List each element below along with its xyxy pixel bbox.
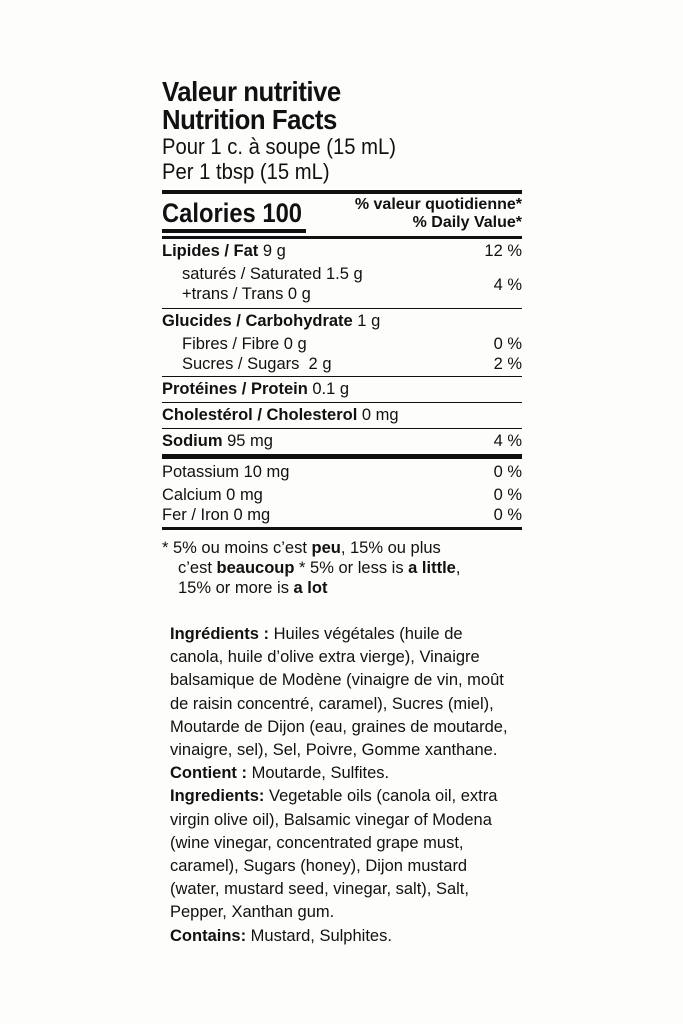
- ingredients-block: [170, 623, 510, 948]
- carbohydrate-row: [162, 309, 522, 334]
- iron-row: [162, 505, 522, 527]
- saturated-trans-block: [162, 264, 522, 308]
- sodium-percent: 4 %: [493, 432, 522, 450]
- sodium-amount: 95 mg: [222, 432, 273, 450]
- ingredients-text: Huiles végétales (huile de: [269, 625, 463, 643]
- calories-row: [162, 194, 522, 234]
- serving-size-english: Per 1 tbsp (15 mL): [162, 159, 330, 184]
- ingredients-line: [170, 623, 510, 646]
- contains-line: [170, 925, 510, 948]
- fibre-label: Fibres / Fibre 0 g: [182, 335, 307, 353]
- daily-value-header-english: % Daily Value*: [412, 214, 522, 231]
- potassium-row: [162, 460, 522, 485]
- ingredients-line: (water, mustard seed, vinegar, salt), Salt,: [170, 880, 469, 899]
- fat-row: [162, 239, 522, 264]
- ingredients-line: canola, huile d’olive extra vierge), Vinaigre: [170, 648, 480, 667]
- saturated-fat-row: saturés / Saturated 1.5 g: [182, 265, 363, 283]
- cholesterol-label: Cholestérol / Cholesterol: [162, 406, 358, 424]
- saturated-trans-percent: 4 %: [493, 276, 522, 294]
- potassium-percent: 0 %: [493, 463, 522, 481]
- divider: [162, 527, 522, 530]
- contains-line: [170, 762, 510, 785]
- sugars-label: Sucres / Sugars 2 g: [182, 355, 332, 373]
- footnote-text: ,: [455, 559, 461, 577]
- ingredients-line: virgin olive oil), Balsamic vinegar of Modena: [170, 810, 492, 829]
- ingredients-line: [170, 785, 510, 808]
- potassium-label: Potassium 10 mg: [162, 463, 290, 481]
- footnote-bold: peu: [311, 539, 341, 557]
- contains-heading-french: Contient :: [170, 764, 247, 783]
- contains-heading-english: Contains:: [170, 926, 247, 945]
- fibre-percent: 0 %: [493, 335, 522, 353]
- ingredients-text: Vegetable oils (canola oil, extra: [264, 787, 498, 806]
- footnote-text: * 5% or less is: [294, 559, 409, 577]
- calcium-label: Calcium 0 mg: [162, 486, 263, 504]
- sodium-row: [162, 429, 522, 454]
- serving-size-french: Pour 1 c. à soupe (15 mL): [162, 134, 397, 159]
- daily-value-header: [355, 196, 522, 232]
- daily-value-footnote: [162, 538, 522, 598]
- title-english: Nutrition Facts: [162, 104, 337, 135]
- ingredients-line: Moutarde de Dijon (eau, graines de moutarde,: [170, 717, 508, 736]
- calcium-row: [162, 485, 522, 505]
- footnote-text: 15% or more is: [178, 579, 294, 597]
- calories-underline: [162, 229, 306, 233]
- calcium-percent: 0 %: [493, 486, 522, 504]
- ingredients-line: vinaigre, sel), Sel, Poivre, Gomme xanthane.: [170, 741, 498, 760]
- iron-label: Fer / Iron 0 mg: [162, 506, 271, 524]
- footnote-bold: beaucoup: [216, 559, 295, 577]
- footnote-bold: a lot: [293, 579, 328, 597]
- sugars-percent: 2 %: [493, 355, 522, 373]
- fat-label: Lipides / Fat: [162, 242, 259, 260]
- sodium-label: Sodium: [162, 432, 223, 450]
- trans-fat-row: +trans / Trans 0 g: [182, 285, 311, 303]
- nutrition-facts-table: [162, 78, 522, 598]
- ingredients-heading-french: Ingrédients :: [170, 625, 270, 643]
- cholesterol-row: [162, 403, 522, 428]
- fibre-row: [162, 334, 522, 354]
- ingredients-line: caramel), Sugars (honey), Dijon mustard: [170, 857, 468, 876]
- sugars-row: [162, 354, 522, 376]
- ingredients-line: (wine vinegar, concentrated grape must,: [170, 833, 464, 852]
- cholesterol-amount: 0 mg: [357, 406, 399, 424]
- protein-label: Protéines / Protein: [162, 380, 308, 398]
- footnote-text: * 5% ou moins c’est: [162, 539, 312, 557]
- ingredients-heading-english: Ingredients:: [170, 787, 265, 806]
- protein-row: [162, 377, 522, 402]
- ingredients-line: de raisin concentré, caramel), Sucres (miel),: [170, 694, 494, 713]
- ingredients-line: balsamique de Modène (vinaigre de vin, moût: [170, 671, 504, 690]
- carbohydrate-label: Glucides / Carbohydrate: [162, 312, 353, 330]
- protein-amount: 0.1 g: [307, 380, 350, 398]
- fat-percent: 12 %: [484, 242, 522, 260]
- title-french: Valeur nutritive: [162, 76, 341, 107]
- contains-text: Mustard, Sulphites.: [246, 926, 392, 945]
- contains-text: Moutarde, Sulfites.: [246, 764, 390, 783]
- footnote-text: c’est: [178, 559, 217, 577]
- footnote-text: , 15% ou plus: [340, 539, 441, 557]
- ingredients-line: Pepper, Xanthan gum.: [170, 903, 335, 922]
- footnote-bold: a little: [408, 559, 456, 577]
- daily-value-header-french: % valeur quotidienne*: [354, 196, 522, 213]
- calories-label: Calories 100: [162, 198, 303, 228]
- fat-amount: 9 g: [258, 242, 286, 260]
- divider: [162, 454, 522, 459]
- carbohydrate-amount: 1 g: [352, 312, 381, 330]
- iron-percent: 0 %: [493, 506, 522, 524]
